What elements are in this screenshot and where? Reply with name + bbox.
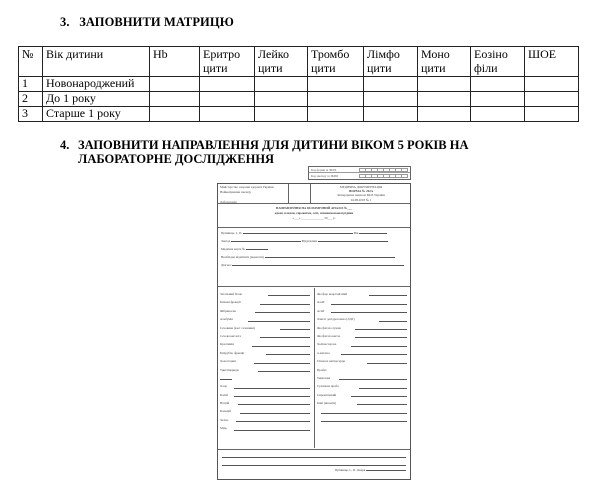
- header-cell-number: №: [19, 47, 43, 77]
- cell-leukocytes[interactable]: [255, 107, 308, 122]
- header-cell-leukocytes: Лейко цити: [255, 47, 308, 77]
- form-field-diagnosis: Діагноз: [221, 261, 407, 269]
- cell-hb[interactable]: [150, 92, 200, 107]
- section-3-heading: [60, 15, 234, 30]
- header-cell-erythrocytes: Еритро цити: [200, 47, 255, 77]
- form-code-box: [308, 166, 411, 180]
- cell-leukocytes[interactable]: [255, 77, 308, 92]
- cell-erythrocytes[interactable]: [200, 92, 255, 107]
- header-cell-lymphocytes: Лімфо цити: [364, 47, 418, 77]
- section-4-number: 4.: [60, 138, 70, 152]
- header-cell-monocytes: Моно цити: [418, 47, 471, 77]
- section-3-title: ЗАПОВНИТИ МАТРИЦЮ: [79, 15, 234, 29]
- row-age: До 1 року: [43, 92, 150, 107]
- row-age: Старше 1 року: [43, 107, 150, 122]
- cell-lymphocytes[interactable]: [364, 107, 418, 122]
- header-cell-eosinophils: Еозіно філи: [471, 47, 525, 77]
- form-tests-right: Фосфор неорганічний АлАТ АсАТ Лактат дегідрогеназа (ЛДГ) Фосфатаза лужна Фосфатаза кисла Холінестераза α-амілаза Глюкоза натщесерце Проби: Тимолова Сулемова проба Сироватковий Інші (вказати): [315, 290, 409, 424]
- cell-erythrocytes[interactable]: [200, 77, 255, 92]
- code-cells: [359, 174, 408, 178]
- cell-erythrocytes[interactable]: [200, 107, 255, 122]
- table-row: [19, 107, 579, 122]
- row-number: 2: [19, 92, 43, 107]
- cell-eosinophils[interactable]: [471, 92, 525, 107]
- row-number: 1: [19, 77, 43, 92]
- section-4-heading: [60, 138, 520, 166]
- cell-hb[interactable]: [150, 107, 200, 122]
- row-age: Новонароджений: [43, 77, 150, 92]
- form-header: [218, 184, 410, 204]
- table-row: [19, 77, 579, 92]
- cell-lymphocytes[interactable]: [364, 77, 418, 92]
- section-3-number: 3.: [60, 15, 70, 29]
- form-header-left: Міністерство охорони здоров'я України Найменування закладу Лабораторія: [220, 185, 274, 204]
- cell-lymphocytes[interactable]: [364, 92, 418, 107]
- form-field-name: Прізвище, І., П. Вік: [221, 229, 407, 237]
- code-box-row-1: Код форми за ЗКУД: [311, 168, 337, 172]
- cell-esr[interactable]: [525, 92, 579, 107]
- cell-eosinophils[interactable]: [471, 107, 525, 122]
- code-box-row-2: Код закладу за ЗКПО: [311, 174, 339, 178]
- matrix-table: [18, 46, 579, 122]
- form-title: НАПРАВЛЕННЯ НА БІОХІМІЧНИЙ АНАЛІЗ №___ крові, плазми, сироватки, сечі, спинномозкової рідини «___» ______________ 20___ р.: [274, 206, 354, 220]
- table-row: [19, 92, 579, 107]
- table-header-row: [19, 47, 579, 77]
- referral-form-image: [217, 183, 411, 480]
- header-cell-age: Вік дитини: [43, 47, 150, 77]
- form-header-right: МЕДИЧНА ДОКУМЕНТАЦІЯ ФОРМА № 202/о Затверджена наказом МОЗ України 04.08.2003 № 1: [337, 185, 385, 202]
- form-doctor-signature: Прізвище, І., П. лікаря: [335, 467, 406, 472]
- form-field-institution: Заклад Відділення: [221, 237, 407, 245]
- cell-esr[interactable]: [525, 77, 579, 92]
- cell-esr[interactable]: [525, 107, 579, 122]
- form-tests-left: Загальний білок Білкові фракції Фібриноген Альбумін Сечовина (азот сечовини) Сечова кислота Креатинін Білірубін, фракції Холестерин Тригліцериди Хлор Калій Натрій Кальцій Залізо Мідь: [218, 290, 312, 433]
- section-4-title: ЗАПОВНИТИ НАПРАВЛЕННЯ ДЛЯ ДИТИНИ ВІКОМ 5 РОКІВ НА ЛАБОРАТОРНЕ ДОСЛІДЖЕННЯ: [78, 138, 469, 166]
- form-field-needed: Необхідне відмітити (показати): [221, 253, 407, 261]
- code-cells: [359, 168, 408, 172]
- cell-monocytes[interactable]: [418, 77, 471, 92]
- cell-thrombocytes[interactable]: [308, 107, 364, 122]
- row-number: 3: [19, 107, 43, 122]
- cell-monocytes[interactable]: [418, 107, 471, 122]
- form-field-card: Медична карта №: [221, 245, 407, 253]
- header-cell-thrombocytes: Тромбо цити: [308, 47, 364, 77]
- cell-hb[interactable]: [150, 77, 200, 92]
- cell-thrombocytes[interactable]: [308, 77, 364, 92]
- header-cell-hb: Hb: [150, 47, 200, 77]
- cell-leukocytes[interactable]: [255, 92, 308, 107]
- cell-eosinophils[interactable]: [471, 77, 525, 92]
- cell-thrombocytes[interactable]: [308, 92, 364, 107]
- cell-monocytes[interactable]: [418, 92, 471, 107]
- header-cell-esr: ШОЕ: [525, 47, 579, 77]
